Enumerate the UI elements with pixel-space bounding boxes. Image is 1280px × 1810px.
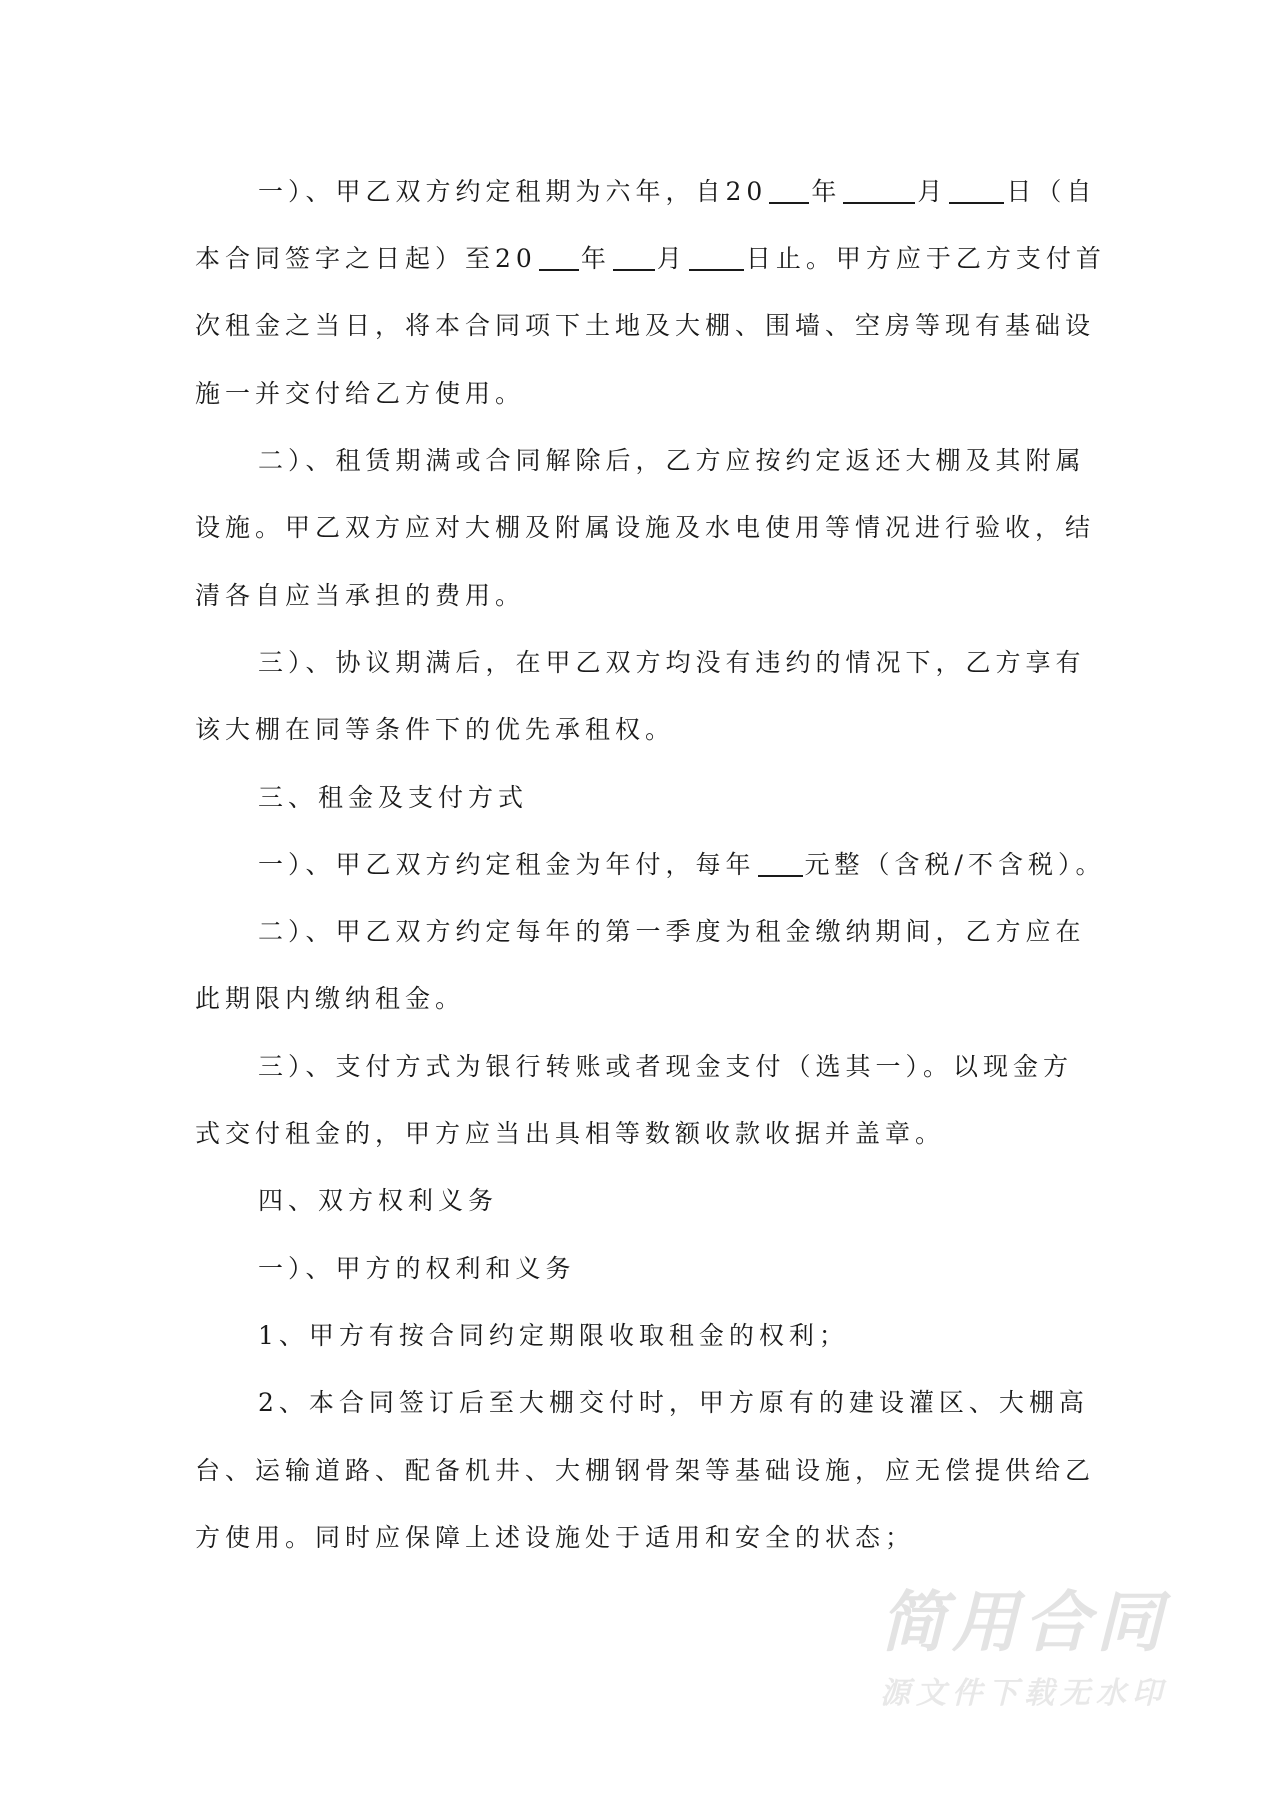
text-segment: 四、双方权利义务 [258,1186,499,1215]
text-segment: 一）、甲方的权利和义务 [258,1254,576,1283]
text-line [258,1181,498,1221]
text-line [195,979,465,1019]
text-segment: 次租金之当日，将本合同项下土地及大棚、围墙、空房等现有基础设 [195,311,1096,340]
fill-in-blank [539,269,579,271]
text-line [195,710,675,750]
text-line [258,172,1096,212]
text-line [258,1383,1089,1423]
text-segment: 月 [656,244,687,273]
text-segment: 本合同签字之日起）至20 [195,244,537,273]
text-segment: 2、本合同签订后至大棚交付时，甲方原有的建设灌区、大棚高 [258,1388,1089,1417]
text-line [195,1451,1095,1491]
text-segment: 清各自应当承担的费用。 [195,581,526,610]
text-segment: 1、甲方有按合同约定期限收取租金的权利； [258,1321,849,1350]
fill-in-blank [769,202,809,204]
watermark-title: 简用合同 [880,1584,1168,1661]
text-segment: 二）、甲乙双方约定每年的第一季度为租金缴纳期间，乙方应在 [258,917,1086,946]
text-line [195,1518,915,1558]
text-segment: 日（自 [1006,177,1097,206]
text-segment: 一）、甲乙双方约定租期为六年，自20 [258,177,768,206]
text-segment: 台、运输道路、配备机井、大棚钢骨架等基础设施，应无偿提供给乙 [195,1456,1096,1485]
text-line [258,1047,1073,1087]
text-segment: 三）、协议期满后，在甲乙双方均没有违约的情况下，乙方享有 [258,648,1086,677]
fill-in-blank [843,202,915,204]
text-segment: 方使用。同时应保障上述设施处于适用和安全的状态； [195,1523,916,1552]
text-line [258,441,1086,481]
text-line [195,374,525,414]
text-line [195,508,1095,548]
text-segment: 三）、支付方式为银行转账或者现金支付（选其一）。以现金方 [258,1052,1074,1081]
text-segment: 设施。甲乙双方应对大棚及附属设施及水电使用等情况进行验收，结 [195,513,1096,542]
watermark-subtitle: 源文件下载无水印 [880,1676,1168,1711]
text-segment: 式交付租金的，甲方应当出具相等数额收款收据并盖章。 [195,1119,946,1148]
fill-in-blank [689,269,744,271]
text-line [258,643,1086,683]
text-segment: 年 [811,177,842,206]
fill-in-blank [758,875,803,877]
text-line [258,845,1105,885]
text-segment: 一）、甲乙双方约定租金为年付，每年 [258,850,756,879]
text-line [195,576,525,616]
text-line [258,778,528,818]
text-line [258,912,1086,952]
text-segment: 年 [580,244,611,273]
text-line [195,239,1106,279]
text-line [195,306,1095,346]
text-line [195,1114,945,1154]
text-segment: 此期限内缴纳租金。 [195,984,466,1013]
text-segment: 日止。甲方应于乙方支付首 [745,244,1106,273]
fill-in-blank [613,269,655,271]
text-segment: 元整（含税/不含税）。 [804,850,1106,879]
fill-in-blank [949,202,1004,204]
text-line [258,1249,576,1289]
text-segment: 三、租金及支付方式 [258,783,529,812]
text-segment: 二）、租赁期满或合同解除后，乙方应按约定返还大棚及其附属 [258,446,1086,475]
text-segment: 月 [917,177,948,206]
text-segment: 该大棚在同等条件下的优先承租权。 [195,715,676,744]
text-segment: 施一并交付给乙方使用。 [195,379,526,408]
text-line [258,1316,849,1356]
